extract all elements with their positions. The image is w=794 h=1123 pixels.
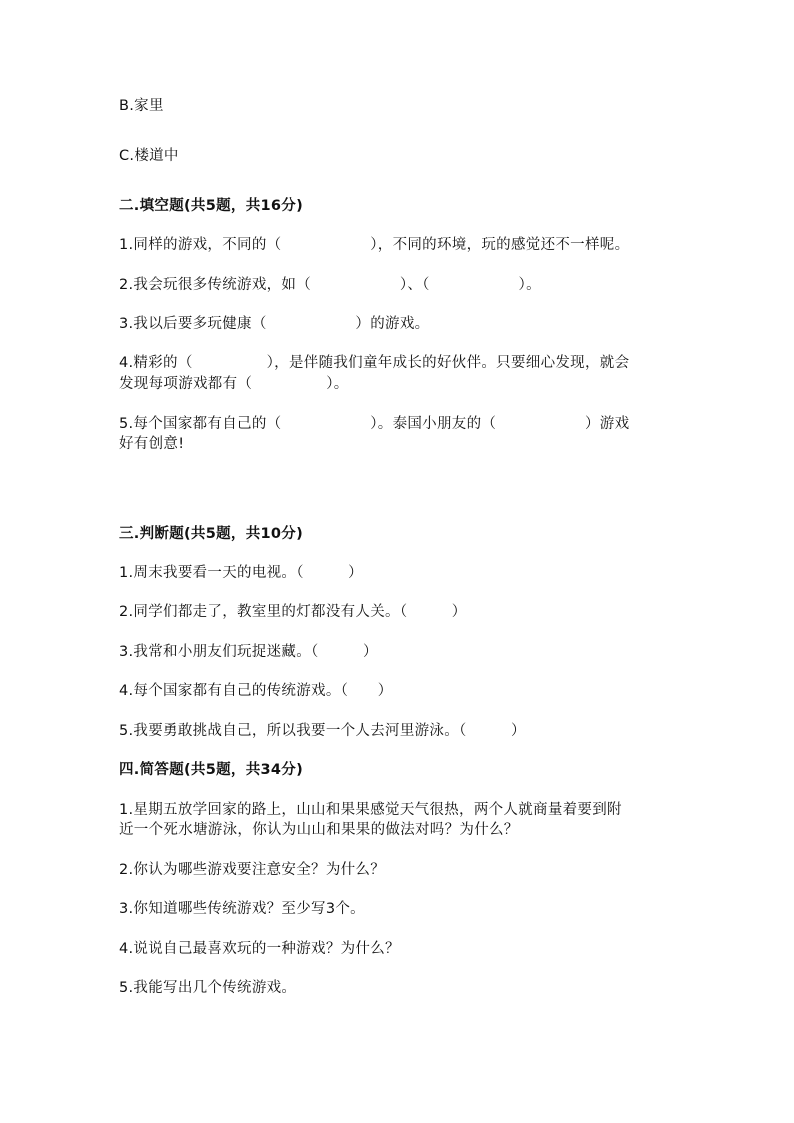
section3-heading: 三.判断题(共5题，共10分) [119, 526, 304, 542]
judge-question-3: 3.我常和小朋友们玩捉迷藏。（ ） [119, 644, 378, 660]
fill-question-4-line1: 4.精彩的（ ），是伴随我们童年成长的好伙伴。只要细心发现，就会 [119, 355, 630, 371]
option-c: C.楼道中 [119, 148, 179, 164]
short-question-1-line2: 近一个死水塘游泳，你认为山山和果果的做法对吗？为什么？ [119, 822, 519, 838]
judge-question-2: 2.同学们都走了，教室里的灯都没有人关。（ ） [119, 604, 467, 620]
short-question-3: 3.你知道哪些传统游戏？至少写3个。 [119, 901, 365, 917]
judge-question-1: 1.周末我要看一天的电视。（ ） [119, 565, 363, 581]
fill-question-2: 2.我会玩很多传统游戏，如（ ）、（ ）。 [119, 277, 541, 293]
fill-question-5-line1: 5.每个国家都有自己的（ ）。泰国小朋友的（ ）游戏 [119, 416, 630, 432]
fill-question-4-line2: 发现每项游戏都有（ ）。 [119, 376, 349, 392]
short-question-1-line1: 1.星期五放学回家的路上，山山和果果感觉天气很热，两个人就商量着要到附 [119, 802, 622, 818]
option-b: B.家里 [119, 98, 164, 114]
judge-question-5: 5.我要勇敢挑战自己，所以我要一个人去河里游泳。（ ） [119, 723, 526, 739]
fill-question-5-line2: 好有创意! [119, 436, 185, 452]
fill-question-3: 3.我以后要多玩健康（ ）的游戏。 [119, 316, 430, 332]
short-question-2: 2.你认为哪些游戏要注意安全？为什么？ [119, 862, 386, 878]
short-question-4: 4.说说自己最喜欢玩的一种游戏？为什么？ [119, 941, 400, 957]
section2-heading: 二.填空题(共5题，共16分) [119, 198, 304, 214]
fill-question-1: 1.同样的游戏，不同的（ ），不同的环境，玩的感觉还不一样呢。 [119, 237, 630, 253]
section4-heading: 四.简答题(共5题，共34分) [119, 762, 304, 778]
judge-question-4: 4.每个国家都有自己的传统游戏。（ ） [119, 683, 393, 699]
short-question-5: 5.我能写出几个传统游戏。 [119, 980, 297, 996]
